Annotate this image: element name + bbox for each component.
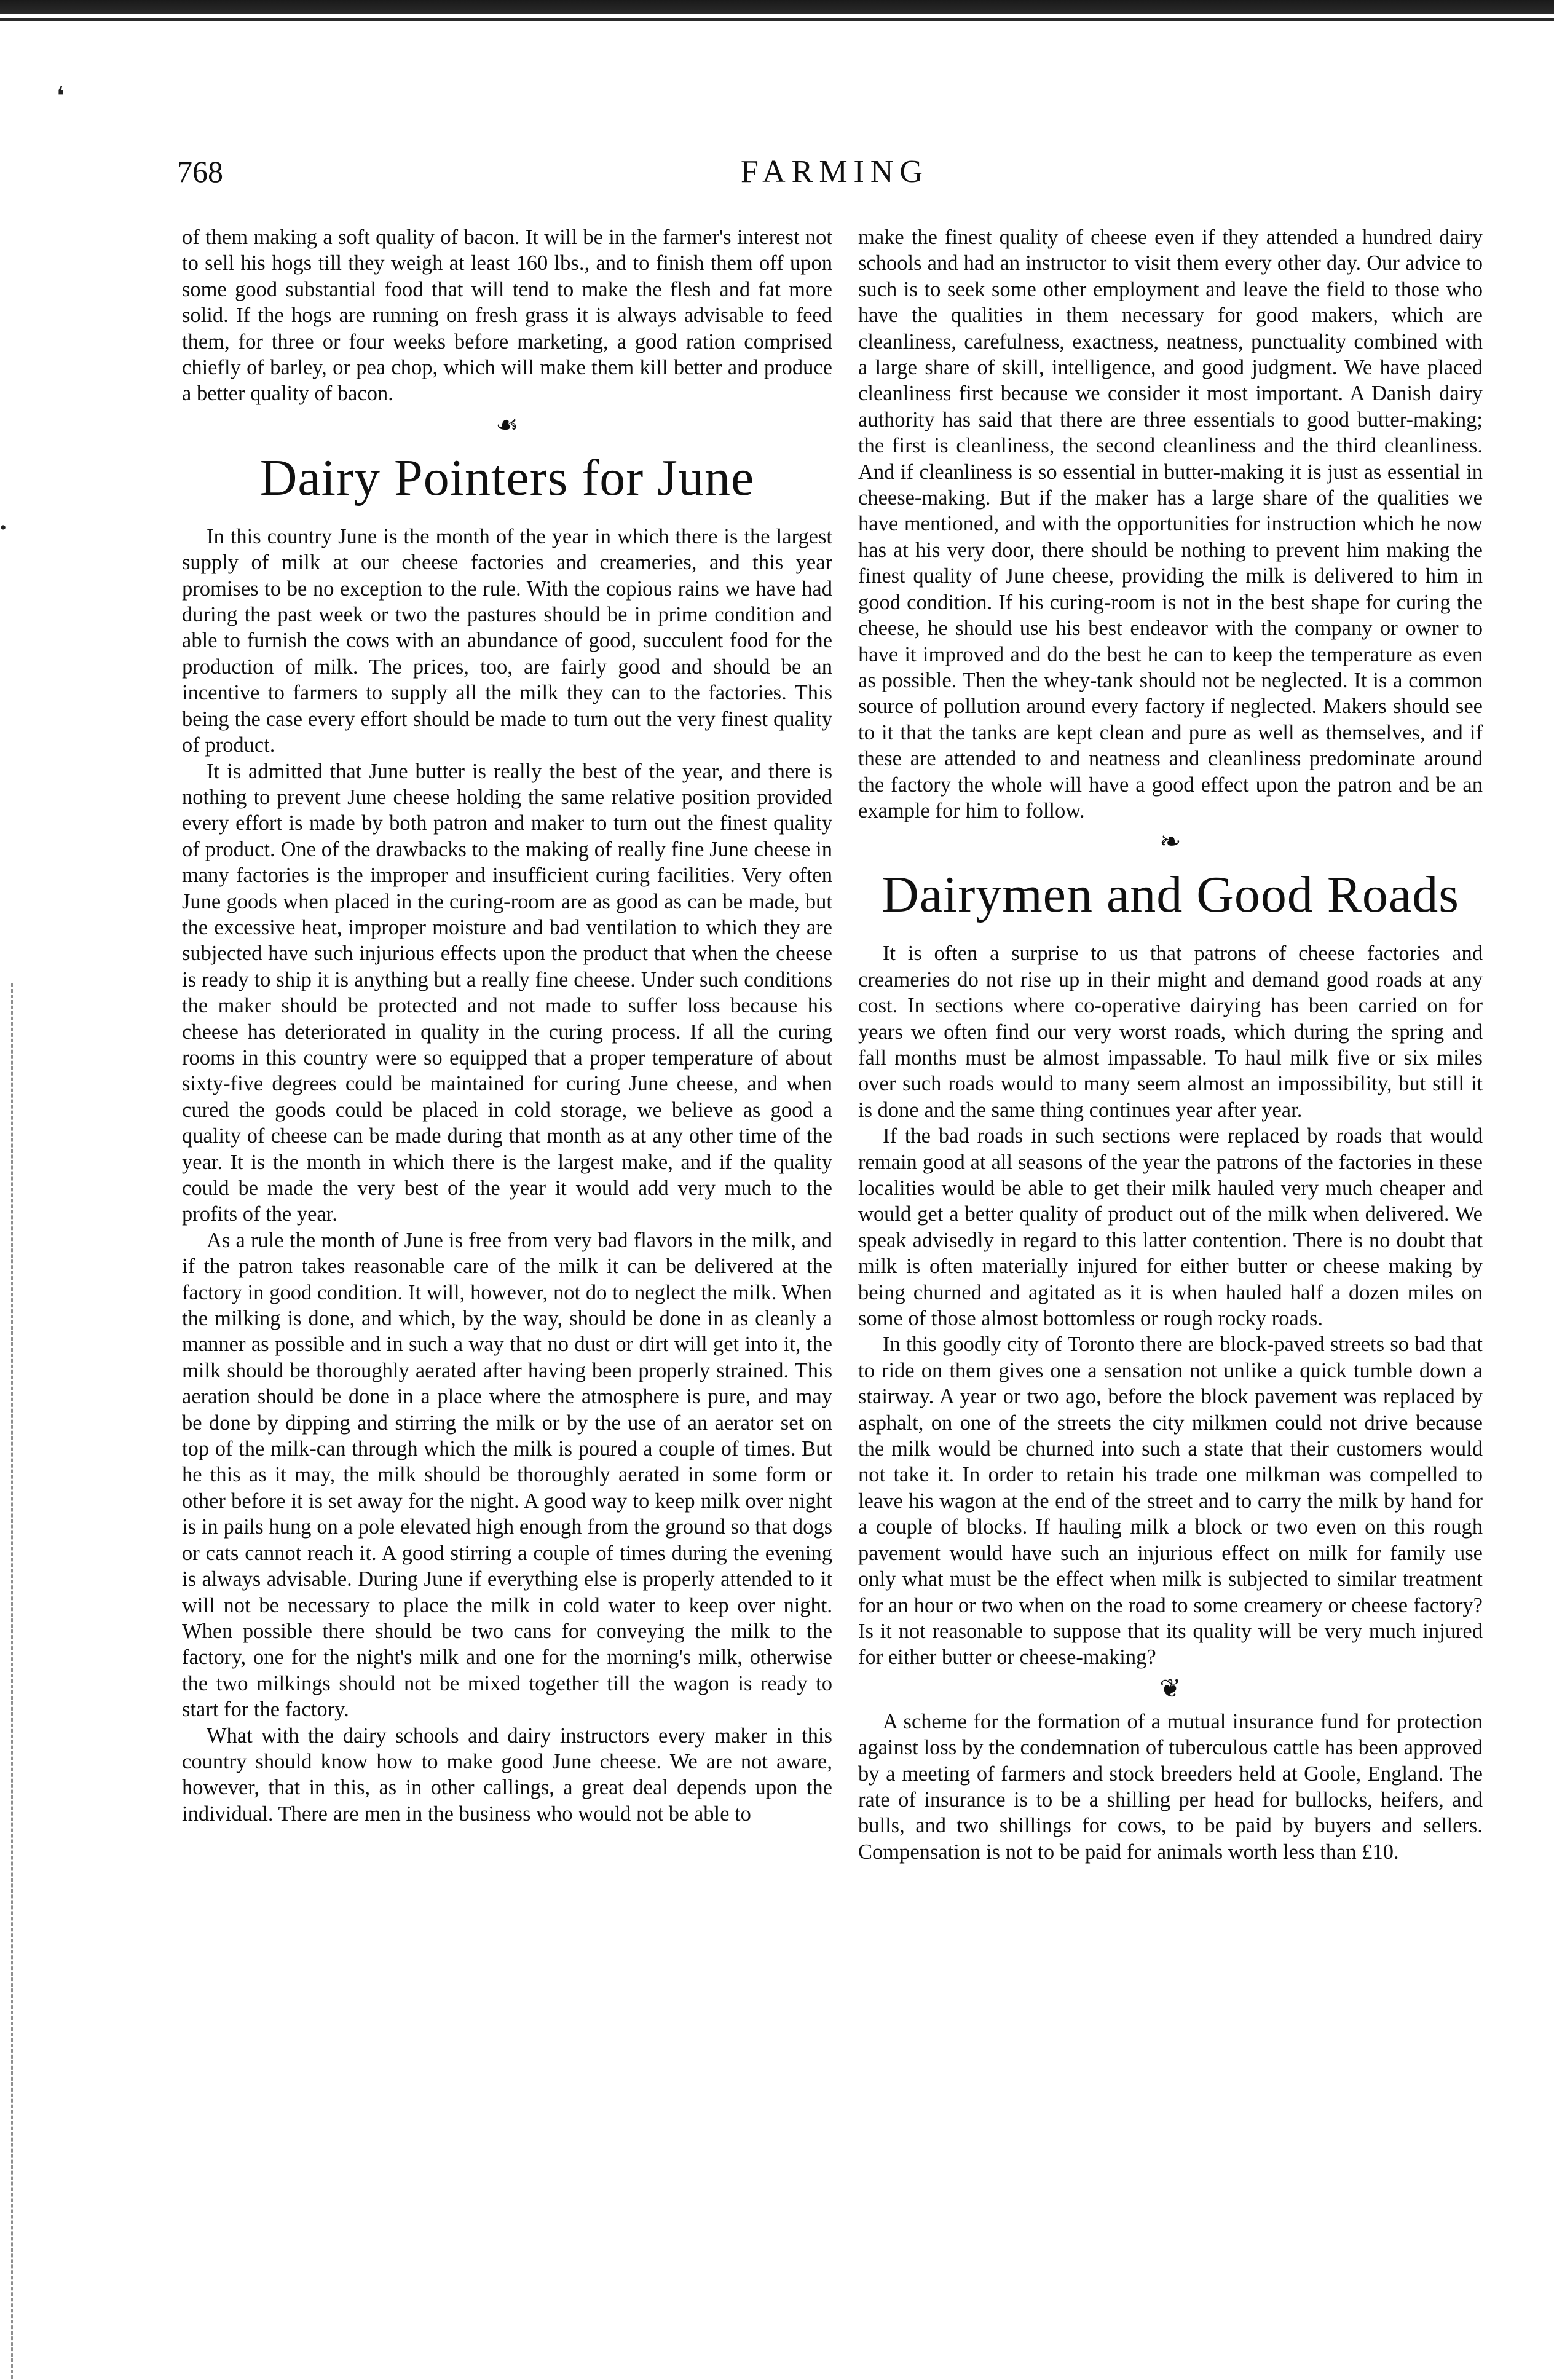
body-paragraph: If the bad roads in such sections were replaced by roads that would remain good at all seasons of the year the patrons of the factories in these localities would be able to get their milk hauled very much cheaper and would get a better quality of product out of the milk when delivered. We speak advisedly in regard to this latter contention. There is no doubt that milk is often materially injured for either butter or cheese making by being churned and agitated as it is when hauled half a dozen miles on some of those almost bottomless or rough rocky roads. [858,1124,1483,1331]
page-header [177,154,1493,209]
continued-paragraph: make the finest quality of cheese even if they attended a hundred dairy schools and had an instructor to visit them every other day. Our advice to such is to seek some other employment and leave the field to those who have the qualities in them necessary for good makers, which are cleanliness, carefulness, exactness, neatness, punctuality combined with a large share of skill, intelligence, and good judgment. We have placed cleanliness first because we consider it most important. A Danish dairy authority has said that there are three essentials to good butter-making; the first is cleanliness, the second cleanliness and the third cleanliness. And if cleanliness is so essential in butter-making it is just as essential in cheese-making. But if the maker has a large share of the qualities we have mentioned, and with the opportunities for instruction which he now has at his very door, there should be nothing to prevent him making the finest quality of June cheese, providing the milk is delivered to him in good condition. If his curing-room is not in the best shape for curing the cheese, he should use his best endeavor with the company or owner to have it improved and do the best he can to keep the temperature as even as possible. Then the whey-tank should not be neglected. It is a common source of pollution around every factory if neglected. Makers should see to it that the tanks are kept clean and pure as well as themselves, and if these are attended to and neatness and cleanliness predominate around the factory the whole will have a good effect upon the patron and be an example for him to follow. [858,226,1483,822]
body-paragraph: What with the dairy schools and dairy instructors every maker in this country should know how to make good June cheese. We are not aware, however, that in this, as in other callings, a great deal depends upon the individual. There are men in the business who would not be able to [182,1724,832,1826]
scan-binding-edge [0,983,13,2379]
right-column [858,224,1483,1865]
scan-top-border [0,0,1554,14]
continued-paragraph: of them making a soft quality of bacon. It will be in the farmer's interest not to sell his hogs till they weigh at least 160 lbs., and to finish them off upon some good substantial food that will tend to make the flesh and fat more solid. If the hogs are running on fresh grass it is always advisable to feed them, for three or four weeks before marketing, a good ration comprised chiefly of barley, or pea chop, which will make them kill better and produce a better quality of bacon. [182,226,832,406]
news-paragraph: A scheme for the formation of a mutual insurance fund for protection against loss by the condemnation of tuberculous cattle has been approved by a meeting of farmers and stock breeders held at Goole, England. The rate of insurance is to be a shilling per head for bullocks, heifers, and bulls, and two shillings for cows, to be paid by buyers and sellers. Compensation is not to be paid for animals worth less than £10. [858,1709,1483,1864]
article-title-dairy-pointers: Dairy Pointers for June [259,449,755,506]
ornament-divider: ☙ [495,411,519,439]
running-head: FARMING [741,154,929,189]
ornament-divider: ❧ [1159,828,1181,857]
article-title-good-roads: Dairymen and Good Roads [882,866,1459,924]
ornament-divider: ❦ [1159,1674,1181,1703]
scan-top-border-line [0,18,1554,21]
left-column [182,224,832,1827]
body-paragraph: In this goodly city of Toronto there are block-paved streets so bad that to ride on them gives one a sensation not unlike a quick tumble down a stairway. A year or two ago, before the block pavement was replaced by asphalt, on one of the streets the city milkmen could not drive because the milk would be churned into such a state that their customers would not take it. In order to retain his trade one milkman was compelled to leave his wagon at the end of the street and to carry the milk by hand for a couple of blocks. If hauling milk a block or two even on this rough pavement would have such an injurious effect on milk for family use only what must be the effect when milk is subjected to similar treatment for an hour or two when on the road to some creamery or cheese factory? Is it not reasonable to suppose that its quality will be very much injured for either butter or cheese-making? [858,1333,1483,1669]
page-number: 768 [177,154,223,189]
body-paragraph: It is admitted that June butter is really the best of the year, and there is nothing to prevent June cheese holding the same relative position provided every effort is made by both patron and maker to turn out the finest quality of product. One of the drawbacks to the making of really fine June cheese in many factories is the improper and insufficient curing facilities. Very often June goods when placed in the curing-room are as good as can be made, but the excessive heat, improper moisture and bad ventilation to which they are subjected have such injurious effects upon the product that when the cheese is ready to ship it is anything but a really fine cheese. Under such conditions the maker should be protected and not made to suffer loss because his cheese has deteriorated in quality in the curing process. If all the curing rooms in this country were so equipped that a proper temperature of about sixty-five degrees could be maintained for curing June cheese, and when cured the goods could be placed in cold storage, we believe as good a quality of cheese can be made during that month as at any other time of the year. It is the month in which there is the largest make, and if the quality could be made the very best of the year it would add very much to the profits of the year. [182,759,832,1226]
body-paragraph: As a rule the month of June is free from very bad flavors in the milk, and if the patron takes reasonable care of the milk it can be delivered at the factory in good condition. It will, however, not do to neglect the milk. When the milking is done, and which, by the way, should be done in as cleanly a manner as possible and in such a way that no dust or dirt will get into it, the milk should be thoroughly aerated after having been properly strained. This aeration should be done in a place where the atmosphere is pure, and may be done by dipping and stirring the milk or by the use of an aerator set on top of the milk-can through which the milk is poured a couple of times. But he this as it may, the milk should be thoroughly aerated in some form or other before it is set away for the night. A good way to keep milk over night is in pails hung on a pole elevated high enough from the ground so that dogs or cats cannot reach it. A good stirring a couple of times during the evening is always advisable. During June if everything else is properly attended to it will not be necessary to place the milk in cold water to keep over night. When possible there should be two cans for conveying the milk to the factory, one for the night's milk and one for the morning's milk, otherwise the two milkings should not be mixed together till the wagon is ready to start for the factory. [182,1228,832,1722]
body-paragraph: It is often a surprise to us that patrons of cheese factories and creameries do not rise up in their might and demand good roads at any cost. In sections where co-operative dairying has been carried on for years we often find our very worst roads, which during the spring and fall months must be almost impassable. To haul milk five or six miles over such roads would to many seem almost an impossibility, but still it is done and the same thing continues year after year. [858,942,1483,1122]
scan-speck: ❛ [57,82,65,109]
body-paragraph: In this country June is the month of the year in which there is the largest supply of milk at our cheese factories and creameries, and this year promises to be no exception to the rule. With the copious rains we have had during the past week or two the pastures should be in prime condition and able to furnish the cows with an abundance of good, succulent food for the production of milk. The prices, too, are fairly good and should be an incentive to farmers to supply all the milk they can to the factories. This being the case every effort should be made to turn out the very finest quality of product. [182,524,832,757]
scan-speck: • [0,518,7,538]
